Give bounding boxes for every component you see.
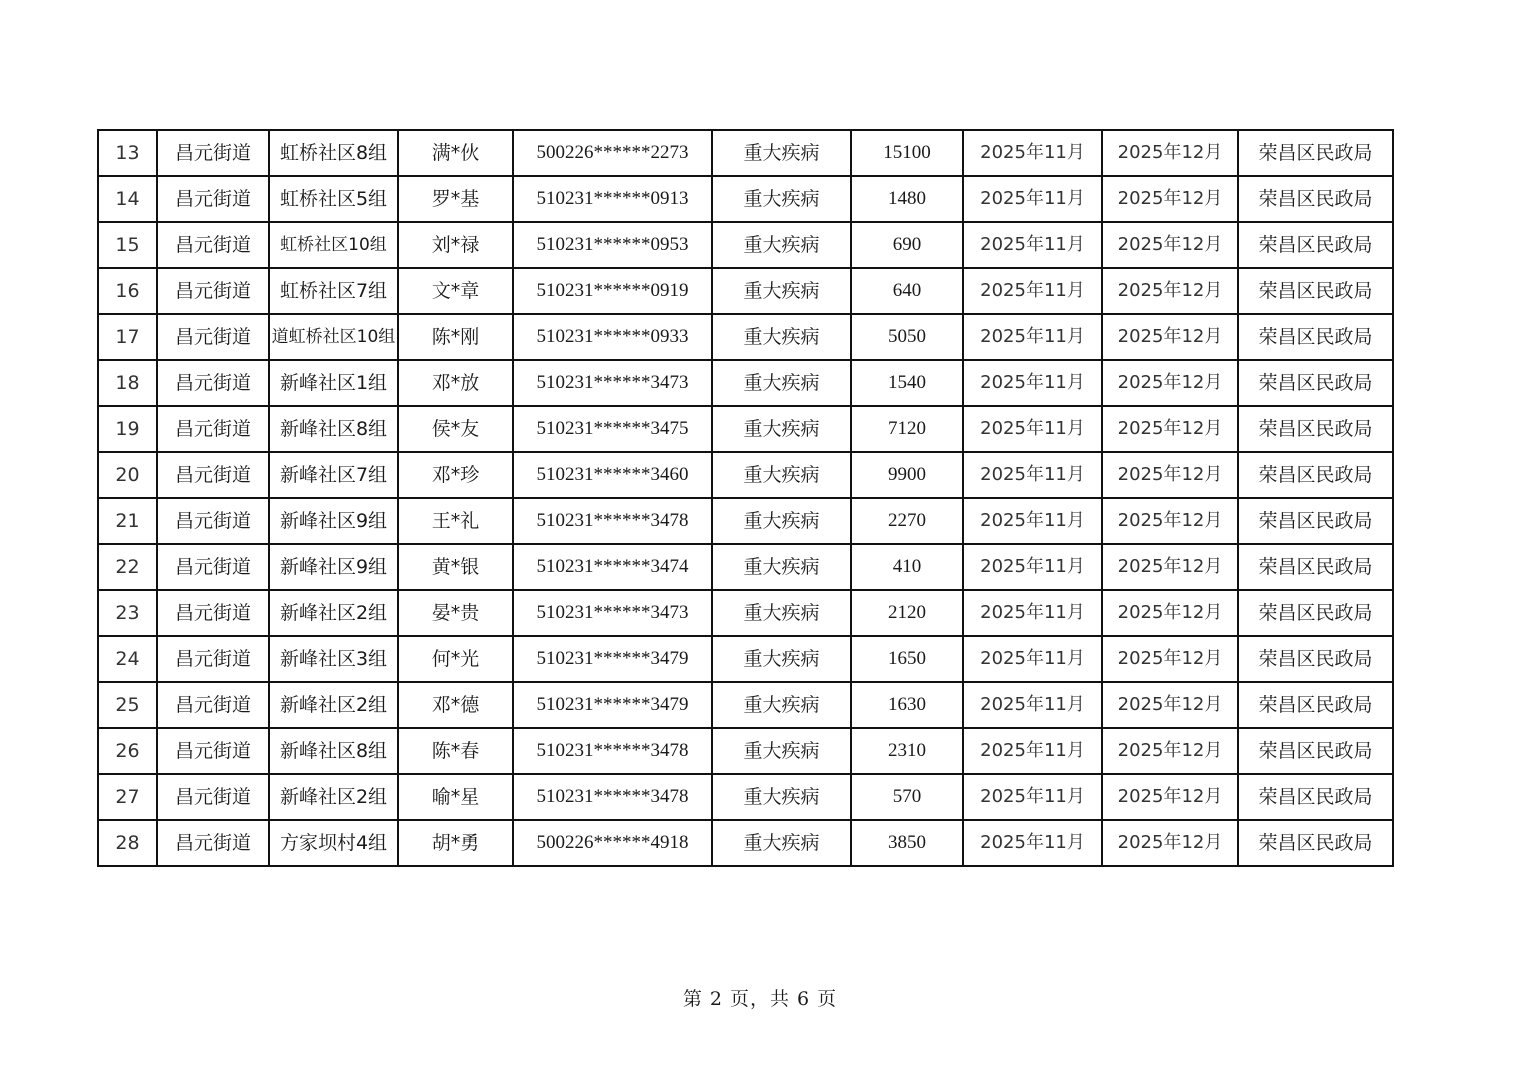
table-row <box>98 498 1393 544</box>
cell-start-month: 2025年11月 <box>963 360 1102 406</box>
cell-serial-number: 16 <box>98 268 157 314</box>
cell-id-number: 500226******2273 <box>513 130 712 176</box>
table-row <box>98 176 1393 222</box>
cell-serial-number: 24 <box>98 636 157 682</box>
cell-assistance-type: 重大疾病 <box>712 130 851 176</box>
cell-end-month: 2025年12月 <box>1102 406 1238 452</box>
cell-end-month: 2025年12月 <box>1102 728 1238 774</box>
cell-end-month: 2025年12月 <box>1102 176 1238 222</box>
cell-assistance-type: 重大疾病 <box>712 728 851 774</box>
cell-community: 新峰社区2组 <box>269 590 398 636</box>
cell-name: 陈*刚 <box>398 314 513 360</box>
table-body <box>98 130 1393 866</box>
cell-amount: 1630 <box>851 682 963 728</box>
table-row <box>98 544 1393 590</box>
cell-start-month: 2025年11月 <box>963 590 1102 636</box>
table-row <box>98 452 1393 498</box>
cell-street: 昌元街道 <box>157 406 269 452</box>
cell-serial-number: 13 <box>98 130 157 176</box>
cell-assistance-type: 重大疾病 <box>712 452 851 498</box>
cell-community: 新峰社区8组 <box>269 406 398 452</box>
cell-agency: 荣昌区民政局 <box>1238 222 1393 268</box>
cell-community: 虹桥社区7组 <box>269 268 398 314</box>
cell-name: 喻*星 <box>398 774 513 820</box>
cell-agency: 荣昌区民政局 <box>1238 682 1393 728</box>
cell-id-number: 510231******3479 <box>513 636 712 682</box>
table-row <box>98 728 1393 774</box>
cell-agency: 荣昌区民政局 <box>1238 544 1393 590</box>
cell-street: 昌元街道 <box>157 636 269 682</box>
cell-community: 虹桥社区10组 <box>269 222 398 268</box>
cell-end-month: 2025年12月 <box>1102 774 1238 820</box>
cell-community: 新峰社区9组 <box>269 544 398 590</box>
table-row <box>98 406 1393 452</box>
cell-serial-number: 17 <box>98 314 157 360</box>
cell-amount: 2120 <box>851 590 963 636</box>
cell-amount: 640 <box>851 268 963 314</box>
cell-id-number: 510231******3474 <box>513 544 712 590</box>
cell-street: 昌元街道 <box>157 682 269 728</box>
cell-street: 昌元街道 <box>157 222 269 268</box>
cell-start-month: 2025年11月 <box>963 498 1102 544</box>
cell-street: 昌元街道 <box>157 774 269 820</box>
cell-name: 侯*友 <box>398 406 513 452</box>
cell-end-month: 2025年12月 <box>1102 268 1238 314</box>
cell-id-number: 510231******3475 <box>513 406 712 452</box>
cell-serial-number: 21 <box>98 498 157 544</box>
cell-id-number: 510231******0933 <box>513 314 712 360</box>
cell-start-month: 2025年11月 <box>963 728 1102 774</box>
cell-community: 新峰社区9组 <box>269 498 398 544</box>
cell-serial-number: 28 <box>98 820 157 866</box>
cell-name: 王*礼 <box>398 498 513 544</box>
cell-name: 满*伙 <box>398 130 513 176</box>
cell-amount: 410 <box>851 544 963 590</box>
table-row <box>98 820 1393 866</box>
cell-id-number: 500226******4918 <box>513 820 712 866</box>
cell-id-number: 510231******3478 <box>513 498 712 544</box>
cell-name: 文*章 <box>398 268 513 314</box>
relief-table <box>97 129 1394 867</box>
cell-end-month: 2025年12月 <box>1102 130 1238 176</box>
cell-serial-number: 23 <box>98 590 157 636</box>
cell-amount: 9900 <box>851 452 963 498</box>
cell-street: 昌元街道 <box>157 176 269 222</box>
table-row <box>98 360 1393 406</box>
cell-street: 昌元街道 <box>157 360 269 406</box>
cell-agency: 荣昌区民政局 <box>1238 452 1393 498</box>
cell-end-month: 2025年12月 <box>1102 360 1238 406</box>
cell-assistance-type: 重大疾病 <box>712 820 851 866</box>
cell-amount: 7120 <box>851 406 963 452</box>
cell-start-month: 2025年11月 <box>963 406 1102 452</box>
cell-street: 昌元街道 <box>157 452 269 498</box>
cell-street: 昌元街道 <box>157 544 269 590</box>
cell-start-month: 2025年11月 <box>963 774 1102 820</box>
cell-id-number: 510231******0953 <box>513 222 712 268</box>
cell-start-month: 2025年11月 <box>963 222 1102 268</box>
cell-assistance-type: 重大疾病 <box>712 314 851 360</box>
cell-serial-number: 25 <box>98 682 157 728</box>
cell-start-month: 2025年11月 <box>963 820 1102 866</box>
cell-start-month: 2025年11月 <box>963 130 1102 176</box>
cell-community: 道虹桥社区10组 <box>269 314 398 360</box>
cell-start-month: 2025年11月 <box>963 176 1102 222</box>
table-row <box>98 590 1393 636</box>
cell-end-month: 2025年12月 <box>1102 222 1238 268</box>
cell-agency: 荣昌区民政局 <box>1238 636 1393 682</box>
cell-community: 新峰社区8组 <box>269 728 398 774</box>
cell-amount: 2270 <box>851 498 963 544</box>
table-row <box>98 314 1393 360</box>
cell-assistance-type: 重大疾病 <box>712 682 851 728</box>
cell-agency: 荣昌区民政局 <box>1238 728 1393 774</box>
cell-community: 虹桥社区8组 <box>269 130 398 176</box>
cell-serial-number: 22 <box>98 544 157 590</box>
cell-id-number: 510231******3478 <box>513 774 712 820</box>
cell-amount: 570 <box>851 774 963 820</box>
cell-agency: 荣昌区民政局 <box>1238 130 1393 176</box>
cell-start-month: 2025年11月 <box>963 682 1102 728</box>
cell-name: 邓*放 <box>398 360 513 406</box>
cell-assistance-type: 重大疾病 <box>712 222 851 268</box>
cell-serial-number: 27 <box>98 774 157 820</box>
table-row <box>98 268 1393 314</box>
cell-community: 新峰社区3组 <box>269 636 398 682</box>
cell-community: 新峰社区2组 <box>269 774 398 820</box>
page-number: 第 2 页，共 6 页 <box>682 988 838 1010</box>
cell-street: 昌元街道 <box>157 130 269 176</box>
cell-start-month: 2025年11月 <box>963 268 1102 314</box>
cell-serial-number: 18 <box>98 360 157 406</box>
table-row <box>98 636 1393 682</box>
cell-end-month: 2025年12月 <box>1102 498 1238 544</box>
cell-id-number: 510231******3473 <box>513 590 712 636</box>
cell-serial-number: 14 <box>98 176 157 222</box>
cell-community: 方家坝村4组 <box>269 820 398 866</box>
cell-end-month: 2025年12月 <box>1102 820 1238 866</box>
table-row <box>98 682 1393 728</box>
cell-community: 新峰社区2组 <box>269 682 398 728</box>
cell-agency: 荣昌区民政局 <box>1238 406 1393 452</box>
cell-assistance-type: 重大疾病 <box>712 774 851 820</box>
cell-name: 刘*禄 <box>398 222 513 268</box>
cell-street: 昌元街道 <box>157 590 269 636</box>
cell-end-month: 2025年12月 <box>1102 636 1238 682</box>
cell-agency: 荣昌区民政局 <box>1238 314 1393 360</box>
cell-amount: 690 <box>851 222 963 268</box>
cell-assistance-type: 重大疾病 <box>712 360 851 406</box>
cell-id-number: 510231******3460 <box>513 452 712 498</box>
cell-agency: 荣昌区民政局 <box>1238 820 1393 866</box>
cell-name: 陈*春 <box>398 728 513 774</box>
cell-id-number: 510231******3473 <box>513 360 712 406</box>
cell-id-number: 510231******3479 <box>513 682 712 728</box>
cell-assistance-type: 重大疾病 <box>712 636 851 682</box>
cell-amount: 3850 <box>851 820 963 866</box>
cell-end-month: 2025年12月 <box>1102 452 1238 498</box>
cell-community: 虹桥社区5组 <box>269 176 398 222</box>
cell-street: 昌元街道 <box>157 498 269 544</box>
cell-amount: 2310 <box>851 728 963 774</box>
cell-id-number: 510231******0919 <box>513 268 712 314</box>
cell-street: 昌元街道 <box>157 728 269 774</box>
cell-id-number: 510231******0913 <box>513 176 712 222</box>
cell-amount: 1480 <box>851 176 963 222</box>
table-row <box>98 774 1393 820</box>
cell-name: 晏*贵 <box>398 590 513 636</box>
cell-agency: 荣昌区民政局 <box>1238 590 1393 636</box>
cell-amount: 5050 <box>851 314 963 360</box>
cell-end-month: 2025年12月 <box>1102 590 1238 636</box>
cell-name: 罗*基 <box>398 176 513 222</box>
cell-start-month: 2025年11月 <box>963 544 1102 590</box>
table-row <box>98 222 1393 268</box>
cell-street: 昌元街道 <box>157 314 269 360</box>
cell-name: 邓*德 <box>398 682 513 728</box>
cell-community: 新峰社区7组 <box>269 452 398 498</box>
cell-serial-number: 15 <box>98 222 157 268</box>
cell-end-month: 2025年12月 <box>1102 682 1238 728</box>
cell-amount: 1650 <box>851 636 963 682</box>
cell-agency: 荣昌区民政局 <box>1238 360 1393 406</box>
cell-start-month: 2025年11月 <box>963 636 1102 682</box>
cell-community: 新峰社区1组 <box>269 360 398 406</box>
cell-agency: 荣昌区民政局 <box>1238 176 1393 222</box>
cell-end-month: 2025年12月 <box>1102 314 1238 360</box>
cell-street: 昌元街道 <box>157 268 269 314</box>
cell-assistance-type: 重大疾病 <box>712 544 851 590</box>
cell-assistance-type: 重大疾病 <box>712 406 851 452</box>
cell-id-number: 510231******3478 <box>513 728 712 774</box>
table-row <box>98 130 1393 176</box>
cell-amount: 15100 <box>851 130 963 176</box>
cell-agency: 荣昌区民政局 <box>1238 268 1393 314</box>
cell-agency: 荣昌区民政局 <box>1238 498 1393 544</box>
cell-assistance-type: 重大疾病 <box>712 268 851 314</box>
cell-agency: 荣昌区民政局 <box>1238 774 1393 820</box>
cell-amount: 1540 <box>851 360 963 406</box>
cell-name: 黄*银 <box>398 544 513 590</box>
cell-name: 胡*勇 <box>398 820 513 866</box>
cell-name: 邓*珍 <box>398 452 513 498</box>
cell-name: 何*光 <box>398 636 513 682</box>
cell-assistance-type: 重大疾病 <box>712 176 851 222</box>
cell-end-month: 2025年12月 <box>1102 544 1238 590</box>
cell-street: 昌元街道 <box>157 820 269 866</box>
cell-serial-number: 26 <box>98 728 157 774</box>
cell-assistance-type: 重大疾病 <box>712 590 851 636</box>
cell-serial-number: 20 <box>98 452 157 498</box>
cell-assistance-type: 重大疾病 <box>712 498 851 544</box>
cell-start-month: 2025年11月 <box>963 314 1102 360</box>
cell-serial-number: 19 <box>98 406 157 452</box>
cell-start-month: 2025年11月 <box>963 452 1102 498</box>
